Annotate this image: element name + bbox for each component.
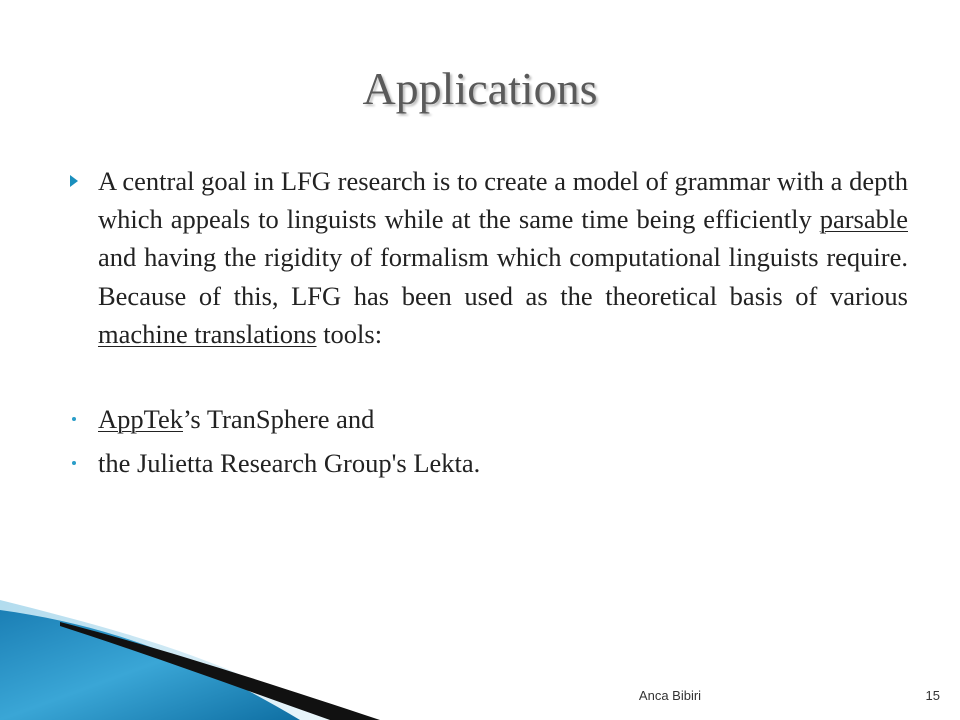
dot-icon [72, 417, 76, 421]
list-item-text: the Julietta Research Group's Lekta. [98, 448, 481, 478]
paragraph-text-end: tools: [316, 318, 383, 349]
swoosh-blue-band [0, 610, 300, 720]
list-item-apptek [70, 400, 908, 438]
swoosh-light-band [0, 600, 330, 720]
list-item-lekta [70, 444, 908, 482]
paragraph-text-middle: and having the rigidity of formalism which computational linguists require. Because of this, LFG has been used as the theoretical basis of various [98, 242, 908, 311]
dot-icon [72, 461, 76, 465]
paragraph-text-start: A central goal in LFG research is to create a model of grammar with a depth which appeals to linguists while at the same time being efficiently [98, 166, 908, 235]
parsable-link[interactable]: parsable [819, 204, 908, 235]
slide-title: Applications [362, 63, 598, 114]
triangle-arrow-icon [70, 175, 78, 187]
main-paragraph-text [98, 162, 908, 353]
swoosh-dark-band [60, 622, 380, 720]
main-paragraph [70, 162, 908, 353]
machine-translations-link[interactable]: machine translations [98, 318, 317, 349]
footer-page-number: 15 [925, 688, 940, 703]
list-item-text: ’s TranSphere and [183, 404, 375, 434]
footer-author: Anca Bibiri [638, 688, 702, 703]
apptek-link[interactable]: AppTek [98, 404, 183, 434]
